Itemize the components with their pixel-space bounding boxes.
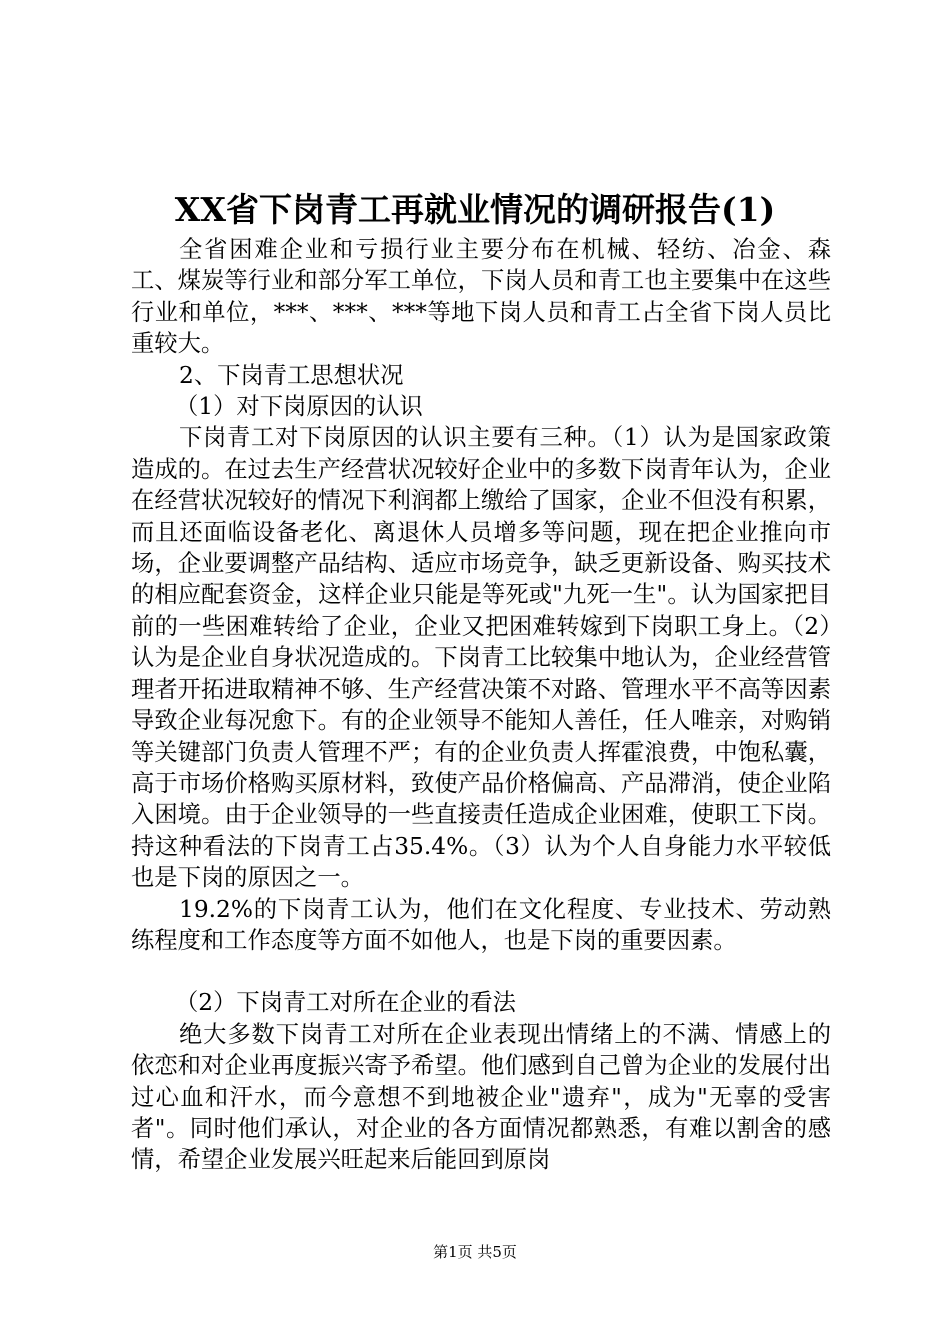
document-title: XX省下岗青工再就业情况的调研报告(1): [174, 190, 776, 229]
subsection-heading-layoff-causes: （1）对下岗原因的认识: [175, 393, 423, 421]
subsection-heading-views-on-enterprise: （2）下岗青工对所在企业的看法: [175, 989, 516, 1017]
blank-line: [131, 956, 831, 987]
page-footer: 第1页 共5页: [433, 1243, 517, 1261]
paragraph-self-ability: 19.2%的下岗青工认为，他们在文化程度、专业技术、劳动熟练程度和工作态度等方面不如他人，也是下岗的重要因素。: [131, 895, 831, 954]
paragraph-layoff-causes: 下岗青工对下岗原因的认识主要有三种。（1）认为是国家政策造成的。在过去生产经营状况较好企业中的多数下岗青年认为，企业在经营状况较好的情况下利润都上缴给了国家，企业不但没有积累，而且还面临设备老化、离退休人员增多等问题，现在把企业推向市场，企业要调整产品结构、适应市场竞争，缺乏更新设备、购买技术的相应配套资金，这样企业只能是等死或"九死一生"。认为国家把目前的一些困难转给了企业，企业又把困难转嫁到下岗职工身上。（2）认为是企业自身状况造成的。下岗青工比较集中地认为，企业经营管理者开拓进取精神不够、生产经营决策不对路、管理水平不高等因素导致企业每况愈下。有的企业领导不能知人善任，任人唯亲，对购销等关键部门负责人管理不严；有的企业负责人挥霍浪费，中饱私囊，高于市场价格购买原材料，致使产品价格偏高、产品滞消，使企业陷入困境。由于企业领导的一些直接责任造成企业困难，使职工下岗。持这种看法的下岗青工占35.4%。（3）认为个人自身能力水平较低也是下岗的原因之一。: [131, 424, 831, 892]
document-body: [131, 234, 831, 1176]
paragraph-industry-distribution: 全省困难企业和亏损行业主要分布在机械、轻纺、冶金、森工、煤炭等行业和部分军工单位，下岗人员和青工也主要集中在这些行业和单位，***、***、***等地下岗人员和青工占全省下岗人员比重较大。: [131, 236, 831, 358]
paragraph-views-on-enterprise: 绝大多数下岗青工对所在企业表现出情绪上的不满、情感上的依恋和对企业再度振兴寄予希望。他们感到自己曾为企业的发展付出过心血和汗水，而今意想不到地被企业"遗弃"，成为"无辜的受害者"。同时他们承认，对企业的各方面情况都熟悉，有难以割舍的感情，希望企业发展兴旺起来后能回到原岗: [131, 1020, 831, 1174]
section-heading-thinking-status: 2、下岗青工思想状况: [179, 361, 404, 389]
